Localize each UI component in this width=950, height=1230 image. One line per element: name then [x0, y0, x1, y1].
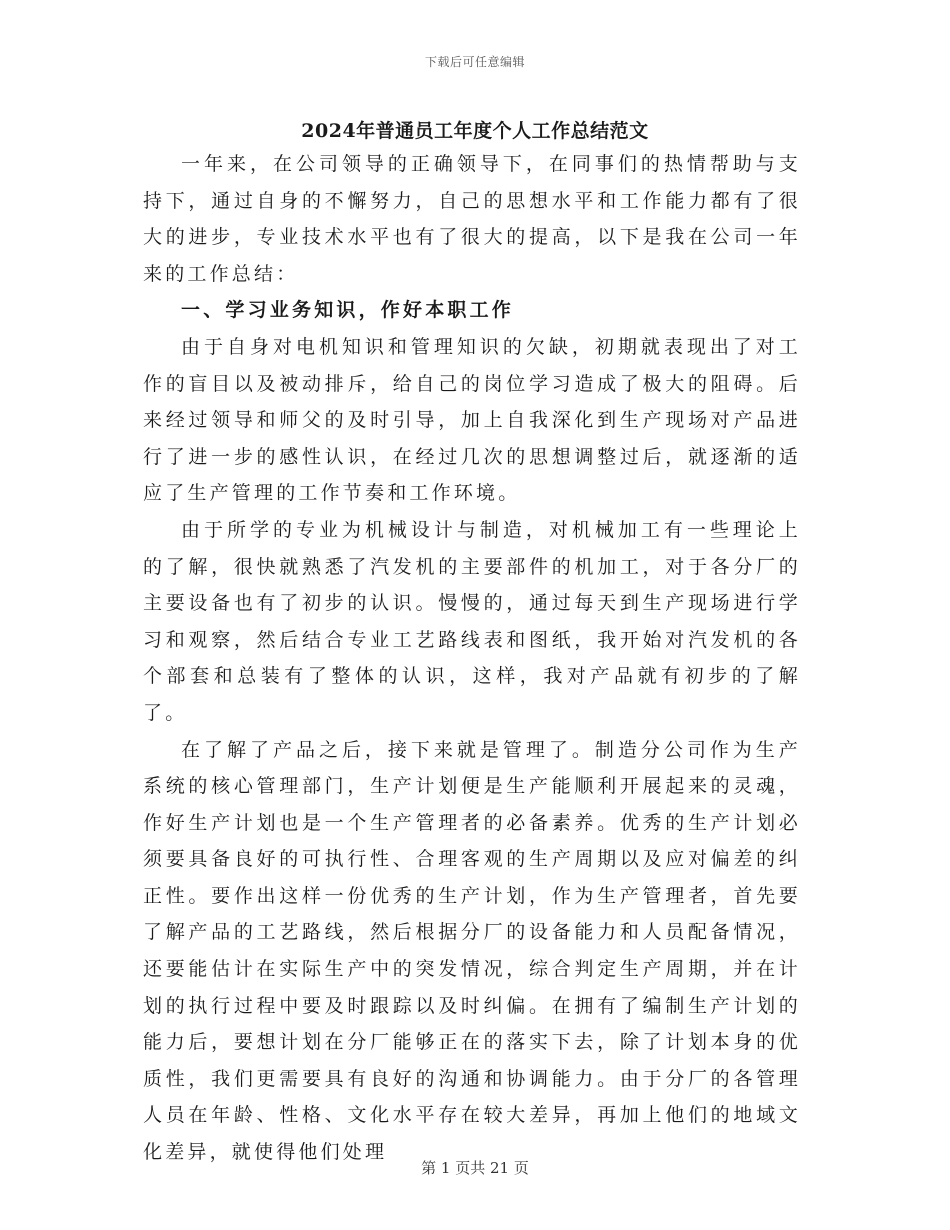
body-paragraph: 由于所学的专业为机械设计与制造，对机械加工有一些理论上的了解，很快就熟悉了汽发机的主要部件的机加工，对于各分厂的主要设备也有了初步的认识。慢慢的，通过每天到生产现场进行学习和观察，然后结合专业工艺路线表和图纸，我开始对汽发机的各个部套和总装有了整体的认识，这样，我对产品就有初步的了解了。 — [143, 518, 801, 724]
section-heading: 一、学习业务知识，作好本职工作 — [181, 299, 515, 322]
page-number: 第 1 页共 21 页 — [421, 1159, 529, 1177]
header-note: 下载后可任意编辑 — [424, 55, 525, 69]
body-paragraph: 在了解了产品之后，接下来就是管理了。制造分公司作为生产系统的核心管理部门，生产计划便是生产能顺利开展起来的灵魂，作好生产计划也是一个生产管理者的必备素养。优秀的生产计划必须要具备良好的可执行性、合理客观的生产周期以及应对偏差的纠正性。要作出这样一份优秀的生产计划，作为生产管理者，首先要了解产品的工艺路线，然后根据分厂的设备能力和人员配备情况，还要能估计在实际生产中的突发情况，综合判定生产周期，并在计划的执行过程中要及时跟踪以及时纠偏。在拥有了编制生产计划的能力后，要想计划在分厂能够正在的落实下去，除了计划本身的优质性，我们更需要具有良好的沟通和协调能力。由于分厂的各管理人员在年龄、性格、文化水平存在较大差异，再加上他们的地域文化差异，就使得他们处理 — [143, 738, 801, 1164]
document-title: 2024年普通员工年度个人工作总结范文 — [301, 120, 649, 142]
document-body — [143, 146, 801, 1171]
intro-paragraph: 一年来，在公司领导的正确领导下，在同事们的热情帮助与支持下，通过自身的不懈努力，自己的思想水平和工作能力都有了很大的进步，专业技术水平也有了很大的提高，以下是我在公司一年来的工作总结： — [143, 153, 801, 285]
body-paragraph: 由于自身对电机知识和管理知识的欠缺，初期就表现出了对工作的盲目以及被动排斥，给自己的岗位学习造成了极大的阻碍。后来经过领导和师父的及时引导，加上自我深化到生产现场对产品进行了进一步的感性认识，在经过几次的思想调整过后，就逐渐的适应了生产管理的工作节奏和工作环境。 — [143, 335, 801, 505]
